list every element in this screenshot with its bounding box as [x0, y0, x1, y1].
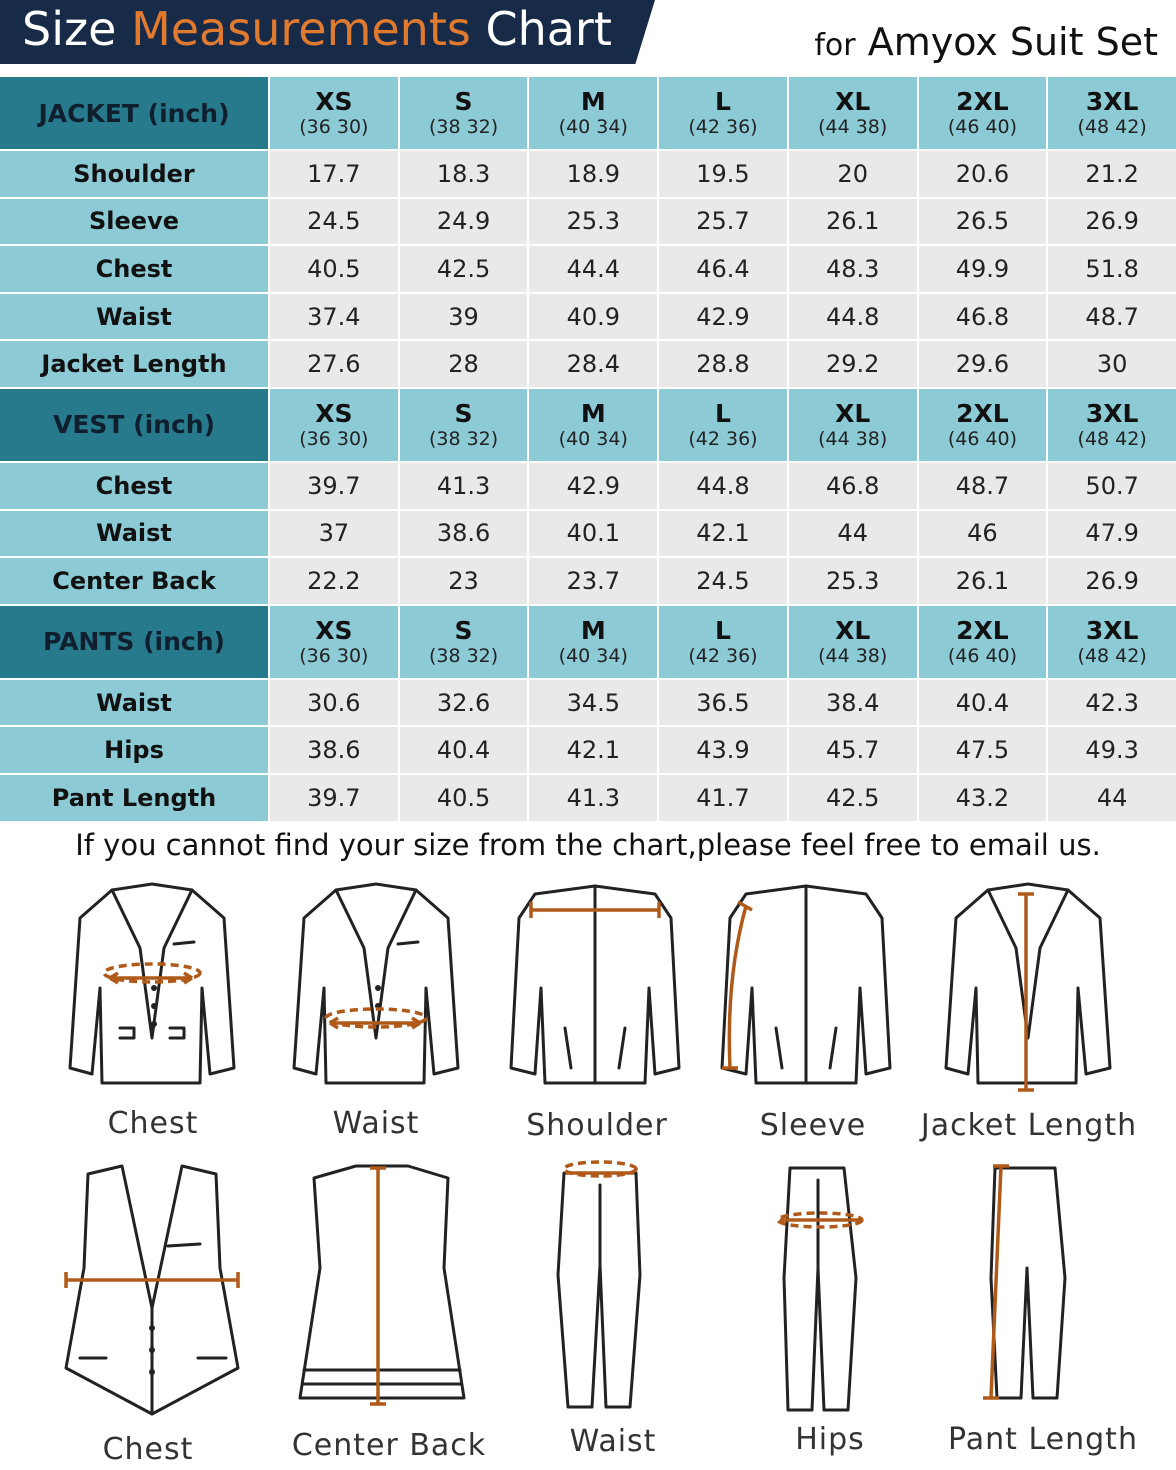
size-code: 3XL: [1085, 398, 1139, 428]
pants-waist-figure: [540, 1155, 680, 1415]
value-cell: 18.3: [400, 151, 528, 197]
size-fit: (44 38): [818, 116, 888, 138]
value-cell: 25.3: [789, 558, 917, 604]
row-label: Chest: [0, 246, 268, 292]
value-cell: 41.3: [400, 463, 528, 509]
value-cell: 41.7: [659, 775, 787, 821]
size-fit: (36 30): [299, 116, 369, 138]
size-fit: (38 32): [428, 116, 499, 138]
value-cell: 37: [270, 511, 398, 557]
value-cell: 40.9: [529, 294, 657, 340]
size-header-cell: [400, 77, 528, 149]
row-label: Waist: [0, 294, 268, 340]
size-header-cell: [400, 606, 528, 678]
value-cell: 30.6: [270, 680, 398, 726]
size-fit: (42 36): [688, 116, 758, 138]
size-header-cell: [659, 77, 787, 149]
value-cell: 51.8: [1048, 246, 1176, 292]
size-code: L: [715, 398, 731, 428]
value-cell: 30: [1048, 341, 1176, 387]
value-cell: 47.9: [1048, 511, 1176, 557]
caption-pants-length: Pant Length: [948, 1422, 1138, 1457]
value-cell: 22.2: [270, 558, 398, 604]
caption-jacket-shoulder: Shoulder: [526, 1108, 668, 1143]
size-code: S: [454, 615, 473, 645]
value-cell: 36.5: [659, 680, 787, 726]
subtitle-for: for: [814, 28, 856, 63]
size-header-cell: [789, 77, 917, 149]
size-fit: (44 38): [818, 427, 888, 450]
size-header-cell: [789, 606, 917, 678]
value-cell: 20.6: [919, 151, 1047, 197]
section-header: PANTS (inch): [0, 606, 268, 678]
value-cell: 46.4: [659, 246, 787, 292]
size-header-cell: [919, 389, 1047, 461]
size-header-cell: [529, 606, 657, 678]
size-code: 2XL: [956, 398, 1009, 428]
value-cell: 42.5: [400, 246, 528, 292]
size-code: L: [715, 87, 731, 116]
size-fit: (42 36): [688, 427, 758, 450]
value-cell: 43.9: [659, 727, 787, 773]
size-fit: (44 38): [818, 644, 888, 667]
size-fit: (48 42): [1077, 427, 1147, 450]
value-cell: 20: [789, 151, 917, 197]
value-cell: 23.7: [529, 558, 657, 604]
row-label: Waist: [0, 511, 268, 557]
size-fit: (46 40): [947, 644, 1018, 667]
row-label: Waist: [0, 680, 268, 726]
row-label: Jacket Length: [0, 341, 268, 387]
size-code: XS: [315, 615, 353, 645]
size-code: XS: [315, 398, 353, 428]
value-cell: 26.1: [919, 558, 1047, 604]
value-cell: 46.8: [919, 294, 1047, 340]
size-header-cell: [789, 389, 917, 461]
size-fit: (46 40): [947, 427, 1018, 450]
title-word-size: Size: [22, 2, 117, 56]
value-cell: 40.1: [529, 511, 657, 557]
jacket-length-figure: [938, 878, 1118, 1098]
value-cell: 40.5: [400, 775, 528, 821]
vest-chest-figure: [60, 1158, 245, 1418]
section-header: JACKET (inch): [0, 77, 268, 149]
value-cell: 42.1: [529, 727, 657, 773]
value-cell: 42.3: [1048, 680, 1176, 726]
size-fit: (40 34): [558, 427, 628, 450]
row-label: Hips: [0, 727, 268, 773]
size-fit: (42 36): [688, 644, 758, 667]
value-cell: 47.5: [919, 727, 1047, 773]
value-cell: 42.5: [789, 775, 917, 821]
value-cell: 34.5: [529, 680, 657, 726]
size-code: 3XL: [1085, 615, 1139, 645]
size-code: 2XL: [956, 87, 1009, 116]
size-code: 2XL: [956, 615, 1009, 645]
value-cell: 39.7: [270, 775, 398, 821]
value-cell: 41.3: [529, 775, 657, 821]
size-header-cell: [270, 389, 398, 461]
value-cell: 19.5: [659, 151, 787, 197]
value-cell: 24.9: [400, 199, 528, 245]
size-fit: (36 30): [299, 427, 369, 450]
value-cell: 37.4: [270, 294, 398, 340]
value-cell: 48.7: [919, 463, 1047, 509]
size-header-cell: [529, 389, 657, 461]
size-header-cell: [1048, 606, 1176, 678]
row-label: Sleeve: [0, 199, 268, 245]
value-cell: 29.6: [919, 341, 1047, 387]
size-header-cell: [659, 389, 787, 461]
title-word-measurements: Measurements: [131, 2, 471, 56]
size-code: XL: [835, 398, 871, 428]
vest-center-back-figure: [290, 1158, 475, 1418]
size-code: 3XL: [1085, 87, 1139, 116]
value-cell: 27.6: [270, 341, 398, 387]
size-code: S: [454, 87, 473, 116]
size-header-cell: [1048, 77, 1176, 149]
value-cell: 38.6: [270, 727, 398, 773]
brand-subtitle: [814, 20, 1158, 68]
pants-hips-figure: [768, 1158, 888, 1418]
size-fit: (36 30): [299, 644, 369, 667]
size-fit: (38 32): [428, 427, 499, 450]
help-note: If you cannot find your size from the chart,please feel free to email us.: [75, 828, 1101, 862]
value-cell: 44: [1048, 775, 1176, 821]
value-cell: 39: [400, 294, 528, 340]
value-cell: 42.1: [659, 511, 787, 557]
value-cell: 49.3: [1048, 727, 1176, 773]
value-cell: 28.8: [659, 341, 787, 387]
value-cell: 24.5: [659, 558, 787, 604]
size-code: M: [580, 615, 606, 645]
size-fit: (48 42): [1077, 644, 1147, 667]
value-cell: 26.9: [1048, 558, 1176, 604]
row-label: Shoulder: [0, 151, 268, 197]
size-code: XS: [315, 87, 353, 116]
size-fit: (40 34): [558, 116, 628, 138]
row-label: Pant Length: [0, 775, 268, 821]
size-header-cell: [529, 77, 657, 149]
caption-jacket-sleeve: Sleeve: [759, 1108, 867, 1143]
size-table: [0, 77, 1176, 821]
value-cell: 40.4: [919, 680, 1047, 726]
size-header-cell: [919, 77, 1047, 149]
value-cell: 18.9: [529, 151, 657, 197]
value-cell: 45.7: [789, 727, 917, 773]
value-cell: 40.4: [400, 727, 528, 773]
value-cell: 28: [400, 341, 528, 387]
size-code: M: [580, 87, 606, 116]
size-fit: (48 42): [1077, 116, 1147, 138]
value-cell: 23: [400, 558, 528, 604]
value-cell: 44.8: [659, 463, 787, 509]
size-fit: (40 34): [558, 644, 628, 667]
value-cell: 43.2: [919, 775, 1047, 821]
value-cell: 29.2: [789, 341, 917, 387]
value-cell: 40.5: [270, 246, 398, 292]
caption-vest-center-back: Center Back: [291, 1428, 487, 1463]
value-cell: 17.7: [270, 151, 398, 197]
caption-pants-waist: Waist: [569, 1424, 657, 1459]
value-cell: 44.4: [529, 246, 657, 292]
subtitle-brand: Amyox Suit Set: [867, 20, 1158, 64]
value-cell: 21.2: [1048, 151, 1176, 197]
jacket-shoulder-figure: [505, 878, 685, 1098]
value-cell: 49.9: [919, 246, 1047, 292]
value-cell: 25.3: [529, 199, 657, 245]
value-cell: 44.8: [789, 294, 917, 340]
value-cell: 26.5: [919, 199, 1047, 245]
size-header-cell: [1048, 389, 1176, 461]
value-cell: 25.7: [659, 199, 787, 245]
row-label: Center Back: [0, 558, 268, 604]
value-cell: 44: [789, 511, 917, 557]
value-cell: 50.7: [1048, 463, 1176, 509]
caption-jacket-waist: Waist: [332, 1106, 420, 1141]
value-cell: 26.1: [789, 199, 917, 245]
value-cell: 38.6: [400, 511, 528, 557]
value-cell: 32.6: [400, 680, 528, 726]
value-cell: 39.7: [270, 463, 398, 509]
value-cell: 38.4: [789, 680, 917, 726]
value-cell: 26.9: [1048, 199, 1176, 245]
value-cell: 48.7: [1048, 294, 1176, 340]
value-cell: 42.9: [659, 294, 787, 340]
page-title: [22, 2, 612, 56]
caption-vest-chest: Chest: [102, 1432, 194, 1467]
size-code: S: [454, 398, 473, 428]
size-header-cell: [659, 606, 787, 678]
size-code: L: [715, 615, 731, 645]
caption-jacket-length: Jacket Length: [920, 1108, 1138, 1143]
section-header: VEST (inch): [0, 389, 268, 461]
size-header-cell: [270, 606, 398, 678]
row-label: Chest: [0, 463, 268, 509]
jacket-chest-figure: [62, 878, 242, 1098]
value-cell: 24.5: [270, 199, 398, 245]
value-cell: 28.4: [529, 341, 657, 387]
jacket-waist-figure: [286, 878, 466, 1098]
jacket-sleeve-figure: [716, 878, 896, 1098]
value-cell: 48.3: [789, 246, 917, 292]
size-header-cell: [400, 389, 528, 461]
pants-length-figure: [965, 1158, 1085, 1418]
size-header-cell: [919, 606, 1047, 678]
size-header-cell: [270, 77, 398, 149]
size-code: XL: [835, 615, 871, 645]
caption-jacket-chest: Chest: [107, 1106, 199, 1141]
value-cell: 46.8: [789, 463, 917, 509]
value-cell: 42.9: [529, 463, 657, 509]
size-code: XL: [835, 87, 871, 116]
value-cell: 46: [919, 511, 1047, 557]
caption-pants-hips: Hips: [795, 1422, 865, 1457]
size-fit: (38 32): [428, 644, 499, 667]
size-fit: (46 40): [947, 116, 1018, 138]
title-word-chart: Chart: [485, 2, 612, 56]
size-code: M: [580, 398, 606, 428]
